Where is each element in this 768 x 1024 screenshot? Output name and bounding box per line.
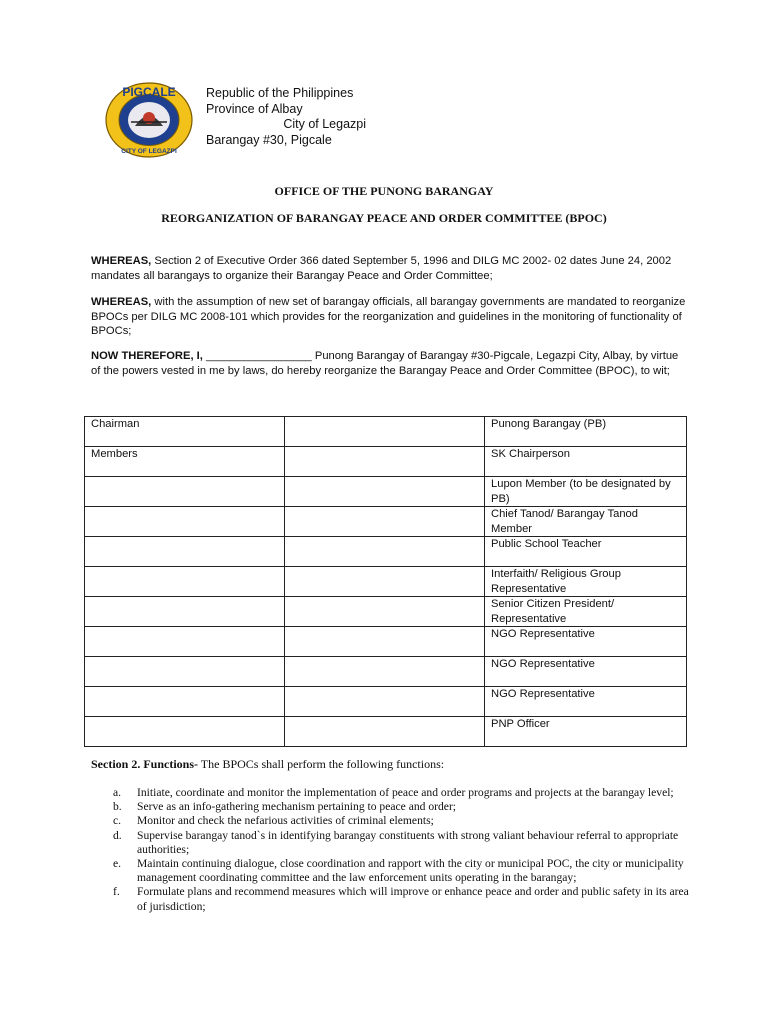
section-2-heading: Section 2. Functions- [91,757,199,771]
table-row [85,447,687,477]
whereas-text-2: with the assumption of new set of barangay officials, all barangay governments are mandated to reorganize BPOCs per DILG MC 2008-101 which provides for the reorganization and guidelines in the monitoring of functionality of BPOCs; [91,296,686,337]
role-cell: Members [85,447,285,477]
name-cell [285,537,485,567]
list-marker: f. [113,885,120,899]
position-cell: NGO Representative [485,627,687,657]
list-item [91,814,691,828]
office-title: OFFICE OF THE PUNONG BARANGAY [274,184,494,198]
role-cell [85,597,285,627]
list-marker: e. [113,857,122,871]
list-item-text: Maintain continuing dialogue, close coordination and rapport with the city or municipal POC, the city or municipality management coordinating committee and the law enforcement units operating in the barangay; [137,857,684,885]
list-item [91,786,691,800]
list-marker: c. [113,814,122,828]
role-cell [85,567,285,597]
seal-ring-text: PIGCALE [122,85,176,99]
name-cell [285,447,485,477]
list-marker: b. [113,800,122,814]
position-cell: Lupon Member (to be designated by PB) [485,477,687,507]
barangay-line: Barangay #30, Pigcale [206,132,332,147]
now-therefore-text: _________________ Punong Barangay of Barangay #30-Pigcale, Legazpi City, Albay, by virtue of the powers vested in me by laws, do hereby reorganize the Barangay Peace and Order Committee (BPOC), to wit; [91,350,679,377]
position-cell: Chief Tanod/ Barangay Tanod Member [485,507,687,537]
position-cell: NGO Representative [485,657,687,687]
table-row [85,507,687,537]
section-2-heading-line [91,757,444,772]
document-title: REORGANIZATION OF BARANGAY PEACE AND ORDER COMMITTEE (BPOC) [161,211,607,225]
now-therefore-lead: NOW THEREFORE, I, [91,350,203,362]
whereas-paragraph-2 [91,295,687,339]
list-marker: d. [113,828,122,842]
name-cell [285,627,485,657]
table-row [85,477,687,507]
now-therefore-paragraph [91,349,687,378]
position-cell: PNP Officer [485,717,687,747]
section-2-intro: The BPOCs shall perform the following functions: [198,757,445,771]
list-item-text: Monitor and check the nefarious activities of criminal elements; [137,814,434,828]
name-cell [285,417,485,447]
position-cell: Interfaith/ Religious Group Representative [485,567,687,597]
table-row [85,657,687,687]
seal-bottom-text: CITY OF LEGAZPI [121,148,177,155]
name-cell [285,717,485,747]
list-item-text: Formulate plans and recommend measures which will improve or enhance peace and order and public safety in its area of jurisdiction; [137,885,689,913]
whereas-text-1: Section 2 of Executive Order 366 dated September 5, 1996 and DILG MC 2002- 02 dates June 24, 2002 mandates all barangays to organize their Barangay Peace and Order Committee; [91,255,672,282]
position-cell: Senior Citizen President/ Representative [485,597,687,627]
list-item-text: Initiate, coordinate and monitor the implementation of peace and order programs and projects at the barangay level; [137,786,674,799]
role-cell [85,657,285,687]
list-marker: a. [113,786,122,799]
list-item-text: Supervise barangay tanod`s in identifying barangay constituents with strong valiant behaviour referral to appropriate authorities; [137,828,679,856]
whereas-paragraph-1 [91,254,687,283]
functions-list [91,786,691,914]
republic-line: Republic of the Philippines [206,86,354,100]
name-cell [285,657,485,687]
position-cell: Public School Teacher [485,537,687,567]
province-line: Province of Albay [206,101,303,116]
table-row [85,687,687,717]
name-cell [285,567,485,597]
position-cell: NGO Representative [485,687,687,717]
whereas-lead-2: WHEREAS, [91,296,152,308]
list-item [91,885,691,913]
position-cell: SK Chairperson [485,447,687,477]
role-cell: Chairman [85,417,285,447]
list-item [91,800,691,814]
name-cell [285,477,485,507]
list-item-text: Serve as an info-gathering mechanism pertaining to peace and order; [137,800,457,814]
city-line: City of Legazpi [283,117,366,131]
role-cell [85,477,285,507]
name-cell [285,507,485,537]
position-cell: Punong Barangay (PB) [485,417,687,447]
list-item [91,857,691,885]
role-cell [85,687,285,717]
whereas-lead-1: WHEREAS, [91,255,152,267]
name-cell [285,597,485,627]
table-row [85,537,687,567]
letterhead [206,86,366,148]
table-row [85,417,687,447]
barangay-seal-logo [105,82,193,158]
name-cell [285,687,485,717]
role-cell [85,627,285,657]
table-row [85,567,687,597]
role-cell [85,717,285,747]
committee-table [84,416,687,747]
list-item [91,829,691,857]
table-row [85,597,687,627]
table-row [85,627,687,657]
table-row [85,717,687,747]
role-cell [85,537,285,567]
role-cell [85,507,285,537]
